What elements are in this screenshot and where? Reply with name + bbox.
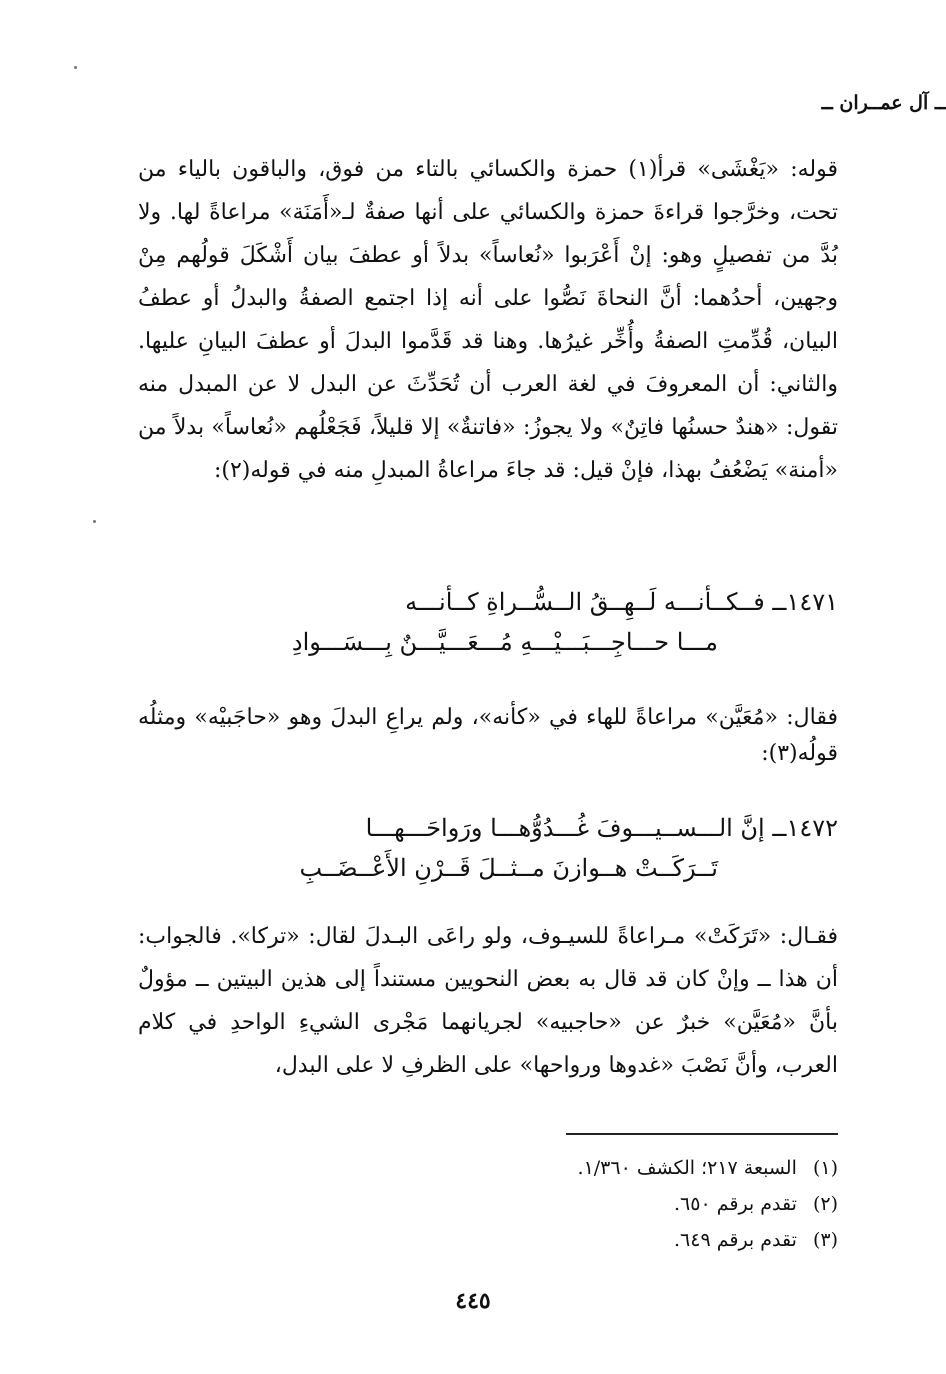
verse-1471-first-half: فــكــأنـــه لَــهِــقُ الــسُّــراةِ كــأنـــه <box>405 588 765 616</box>
verse-1471-second-half: مـــا حـــاجِـــبَـــيْـــهِ مُـــعَـــيَّـــنٌ بِـــسَـــوادِ <box>291 628 718 656</box>
verse-1471-hemistich-1 <box>138 582 838 622</box>
verse-1472-second-half: تَــرَكَــتْ هــوازنَ مــثــلَ قَــرْنِ الأَعْــضَــبِ <box>299 854 718 882</box>
scan-speck <box>74 66 77 69</box>
page-number: ٤٤٥ <box>455 1288 491 1314</box>
verse-1472-number: ١٤٧٢ــ <box>772 814 838 842</box>
paragraph-2: فقال: «مُعَيَّن» مراعاةً للهاء في «كأنه»، ولم يراعِ البدلَ وهو «حاجَبيْه» ومثلُه قولُه(٣): <box>138 705 838 766</box>
footnote-1-text: السبعة ٢١٧؛ الكشف ١/٣٦٠. <box>577 1157 797 1179</box>
paragraph-1: قوله: «يَغْشَى» قرأ(١) حمزة والكسائي بالتاء من فوق، والباقون بالياء من تحت، وخرَّجوا قراءةَ حمزة والكسائي على أنها صفةٌ لـ«أَمَنَة» مراعاةً لها. ولا بُدَّ من تفصيلٍ وهو: إنْ أَعْرَبوا «نُعاساً» بدلاً أو عطفَ بيان أَشْكَلَ قولُهم مِنْ وجهين، أحدُهما: أنَّ النحاةَ نَصُّوا على أنه إذا اجتمع الصفةُ والبدلُ أو عطفُ البيان، قُدِّمتِ الصفةُ وأُخِّر غيرُها. وهنا قد قَدَّموا البدلَ أو عطفَ البيانِ عليها. والثاني: أن المعروفَ في لغة العرب أن تُحَدِّثَ عن البدل لا عن المبدل منه تقول: «هندٌ حسنُها فاتِنٌ» ولا يجوزُ: «فاتنةٌ» إلا قليلاً، فَجَعْلُهم «نُعاساً» بدلاً من «أمنة» يَضْعُفُ بهذا، فإنْ قيل: قد جاءَ مراعاةُ المبدلِ منه في قوله(٢): <box>138 157 838 483</box>
footnote-3-text: تقدم برقم ٦٤٩. <box>674 1229 797 1251</box>
verse-1471-number: ١٤٧١ــ <box>772 588 838 616</box>
footnote-1 <box>138 1150 838 1186</box>
running-header: ــ آل عمــران ــ <box>821 92 946 114</box>
verse-1472-first-half: إنَّ الـــســيـــوفَ غُـــدُوُّهـــا ورَواحَـــهـــا <box>365 814 765 842</box>
scan-speck <box>93 520 96 523</box>
verse-1472-hemistich-1 <box>138 808 838 848</box>
footnotes <box>138 1150 838 1258</box>
footnote-1-number: (١) <box>812 1157 838 1179</box>
footnote-2-number: (٢) <box>812 1193 838 1215</box>
paragraph-3: فقـال: «تَرَكَتْ» مـراعاةً للسيـوف، ولو راعَى البـدلَ لقال: «تركا». فالجواب: أن هذا ــ وإنْ كان قد قال به بعض النحويين مستنداً إلى هذين البيتين ــ مؤولٌ بأنَّ «مُعَيَّن» خبرٌ عن «حاجبيه» لجريانهما مَجْرى الشيءِ الواحدِ في كلام العرب، وأنَّ نَصْبَ «غدوها ورواحها» على الظرفِ لا على البدل، <box>138 924 838 1078</box>
verse-1471 <box>138 582 838 662</box>
footnote-separator <box>566 1133 838 1135</box>
verse-1472 <box>138 808 838 888</box>
footnote-2 <box>138 1186 838 1222</box>
footnote-3-number: (٣) <box>812 1229 838 1251</box>
footnote-2-text: تقدم برقم ٦٥٠. <box>674 1193 797 1215</box>
footnote-3 <box>138 1222 838 1258</box>
